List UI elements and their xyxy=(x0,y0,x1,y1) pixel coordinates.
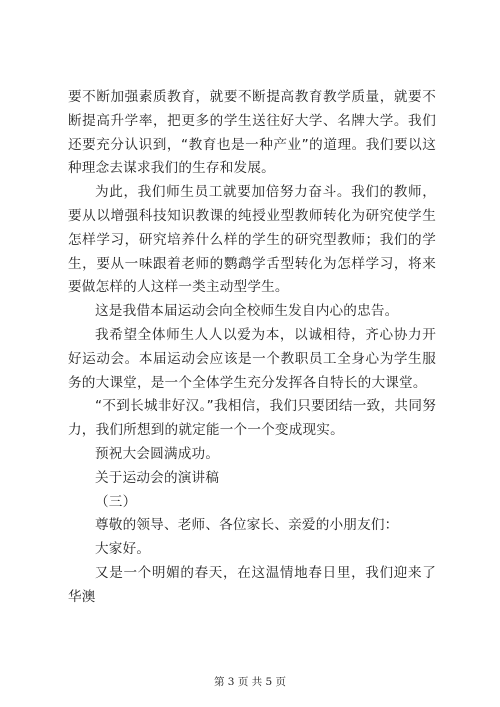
section-title: 关于运动会的演讲稿 xyxy=(95,469,220,486)
paragraph-6: 预祝大会圆满成功。 xyxy=(95,445,220,462)
paragraph-2: 为此，我们师生员工就要加倍努力奋斗。我们的教师，要从以增强科技知识教课的纯授业型教师转化为研究使学生怎样学习，研究培养什么样的学生的研究型教师；我们的学生，要从一味跟着老师的鹦鹉学舌型转化为怎样学习，将来要做怎样的人这样一类主动型学生。 xyxy=(68,184,436,296)
paragraph-4: 我希望全体师生人人以爱为本，以诚相待，齐心协力开好运动会。本届运动会应该是一个教职员工全身心为学生服务的大课堂，是一个全体学生充分发挥各自特长的大课堂。 xyxy=(68,326,436,391)
page-number-footer: 第 3 页 共 5 页 xyxy=(213,676,287,688)
section-number: （三） xyxy=(95,493,137,510)
paragraph-5: “不到长城非好汉。”我相信，我们只要团结一致，共同努力，我们所想到的就定能一个一个变成现实。 xyxy=(68,398,436,439)
salutation: 尊敬的领导、老师、各位家长、亲爱的小朋友们： xyxy=(95,517,399,534)
paragraph-1: 要不断加强素质教育，就要不断提高教育教学质量，就要不断提高升学率，把更多的学生送往好大学、名牌大学。我们还要充分认识到，“教育也是一种产业”的道理。我们要以这种理念去谋求我们的生存和发展。 xyxy=(68,89,436,177)
greeting: 大家好。 xyxy=(95,541,151,558)
paragraph-last: 又是一个明媚的春天，在这温情地春日里，我们迎来了华澳 xyxy=(68,564,436,605)
paragraph-3: 这是我借本届运动会向全校师生发自内心的忠告。 xyxy=(95,303,399,320)
document-body xyxy=(68,86,436,610)
